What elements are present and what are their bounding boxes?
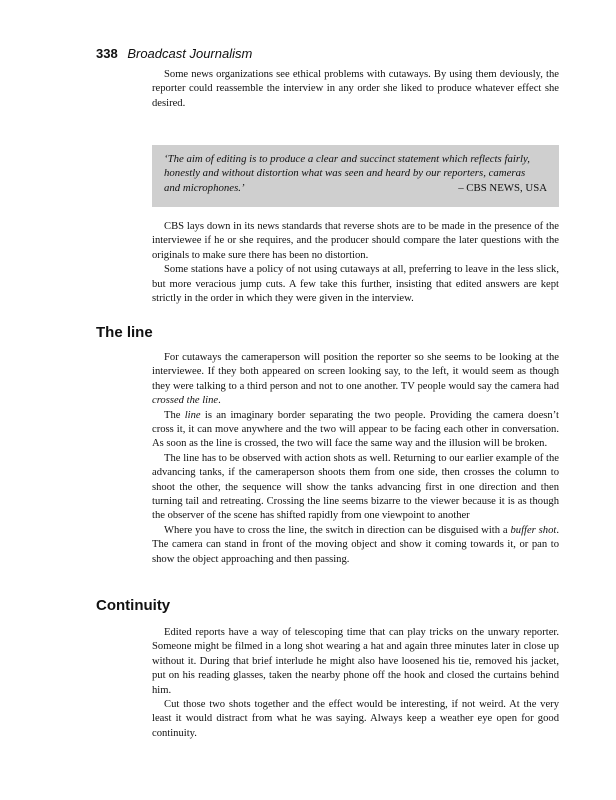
continuity-block: [152, 626, 559, 741]
text-run: . The camera can stand in front of the moving object and show it coming towards it, or pan to show the object approaching and then passing.: [152, 524, 559, 565]
text-run: is an imaginary border separating the two people. Providing the camera doesn’t cross it, it can move anywhere and the two will appear to be facing each other in conversation. As soon as the line is crossed, the two will face the same way and the illusion will be broken.: [152, 409, 559, 450]
quote-line-2: honestly and without distortion what was seen and heard by our reporters, cameras: [164, 167, 526, 180]
quote-attribution: – CBS NEWS, USA: [458, 181, 547, 194]
quote-line-3: and microphones.’: [164, 181, 245, 194]
paragraph: Cut those two shots together and the effect would be interesting, if not weird. At the very least it would distract from what he was saying. Always keep a weather eye open for good continuity.: [152, 699, 559, 739]
paragraph: Some stations have a policy of not using cutaways at all, preferring to leave in the less slick, but more veracious jump cuts. A few take this further, insisting that edited answers are kept strictly in the order in which they were given in the interview.: [152, 264, 559, 305]
intro-paragraph: Some news organizations see ethical problems with cutaways. By using them deviously, the reporter could reassemble the interview in any order she liked to produce whatever effect she desired.: [152, 69, 559, 109]
emphasis: line: [184, 409, 201, 421]
section-heading-the-line: The line: [96, 324, 153, 341]
paragraph: The line has to be observed with action shots as well. Returning to our earlier example of the advancing tanks, if the cameraperson shoots them from one side, then crosses the column to shoot the other, the sequence will show the tanks advancing first in one direction and then turning tail and retreating. Crossing the line seems bizarre to the viewer because it is as though the observer of the scene has shifted rapidly from one viewpoint to another: [152, 452, 559, 522]
paragraph: Edited reports have a way of telescoping time that can play tricks on the unwary reporter. Someone might be filmed in a long shot wearing a hat and again three minutes later in close up without it. During that brief interlude he might also have loosened his tie, removed his jacket, put on his reading glasses, taken the nearby phone off the hook and closed the curtains behind him.: [152, 627, 559, 696]
running-header: [96, 46, 252, 61]
section-heading-continuity: Continuity: [96, 597, 171, 614]
text-run: The: [164, 409, 185, 421]
emphasis: buffer shot: [510, 524, 557, 536]
cbs-block: [152, 220, 559, 306]
paragraph: CBS lays down in its news standards that reverse shots are to be made in the presence of the interviewee if he or she requires, and the producer should compare the later questions with the originals to make sure there has been no distortion.: [152, 221, 559, 261]
quote-last-line: [164, 181, 547, 195]
pull-quote: [152, 145, 559, 207]
quote-line-1: ‘The aim of editing is to produce a clear and succinct statement which reflects fairly,: [164, 153, 530, 165]
text-run: For cutaways the cameraperson will position the reporter so she seems to be looking at the interviewee. If they both appeared on screen looking say, to the left, it would seem as though they were talking to a third person and not to one another. TV people would say the camera had: [152, 352, 559, 392]
text-run: Where you have to cross the line, the switch in direction can be disguised with a: [164, 524, 511, 536]
paragraph: [152, 524, 559, 567]
the-line-block: [152, 351, 559, 567]
emphasis: crossed the line: [152, 395, 219, 407]
text-run: .: [218, 395, 221, 407]
intro-block: [152, 68, 559, 111]
running-title: Broadcast Journalism: [127, 46, 253, 61]
paragraph: [152, 409, 559, 452]
paragraph: [152, 351, 559, 409]
page-number: 338: [96, 46, 118, 61]
